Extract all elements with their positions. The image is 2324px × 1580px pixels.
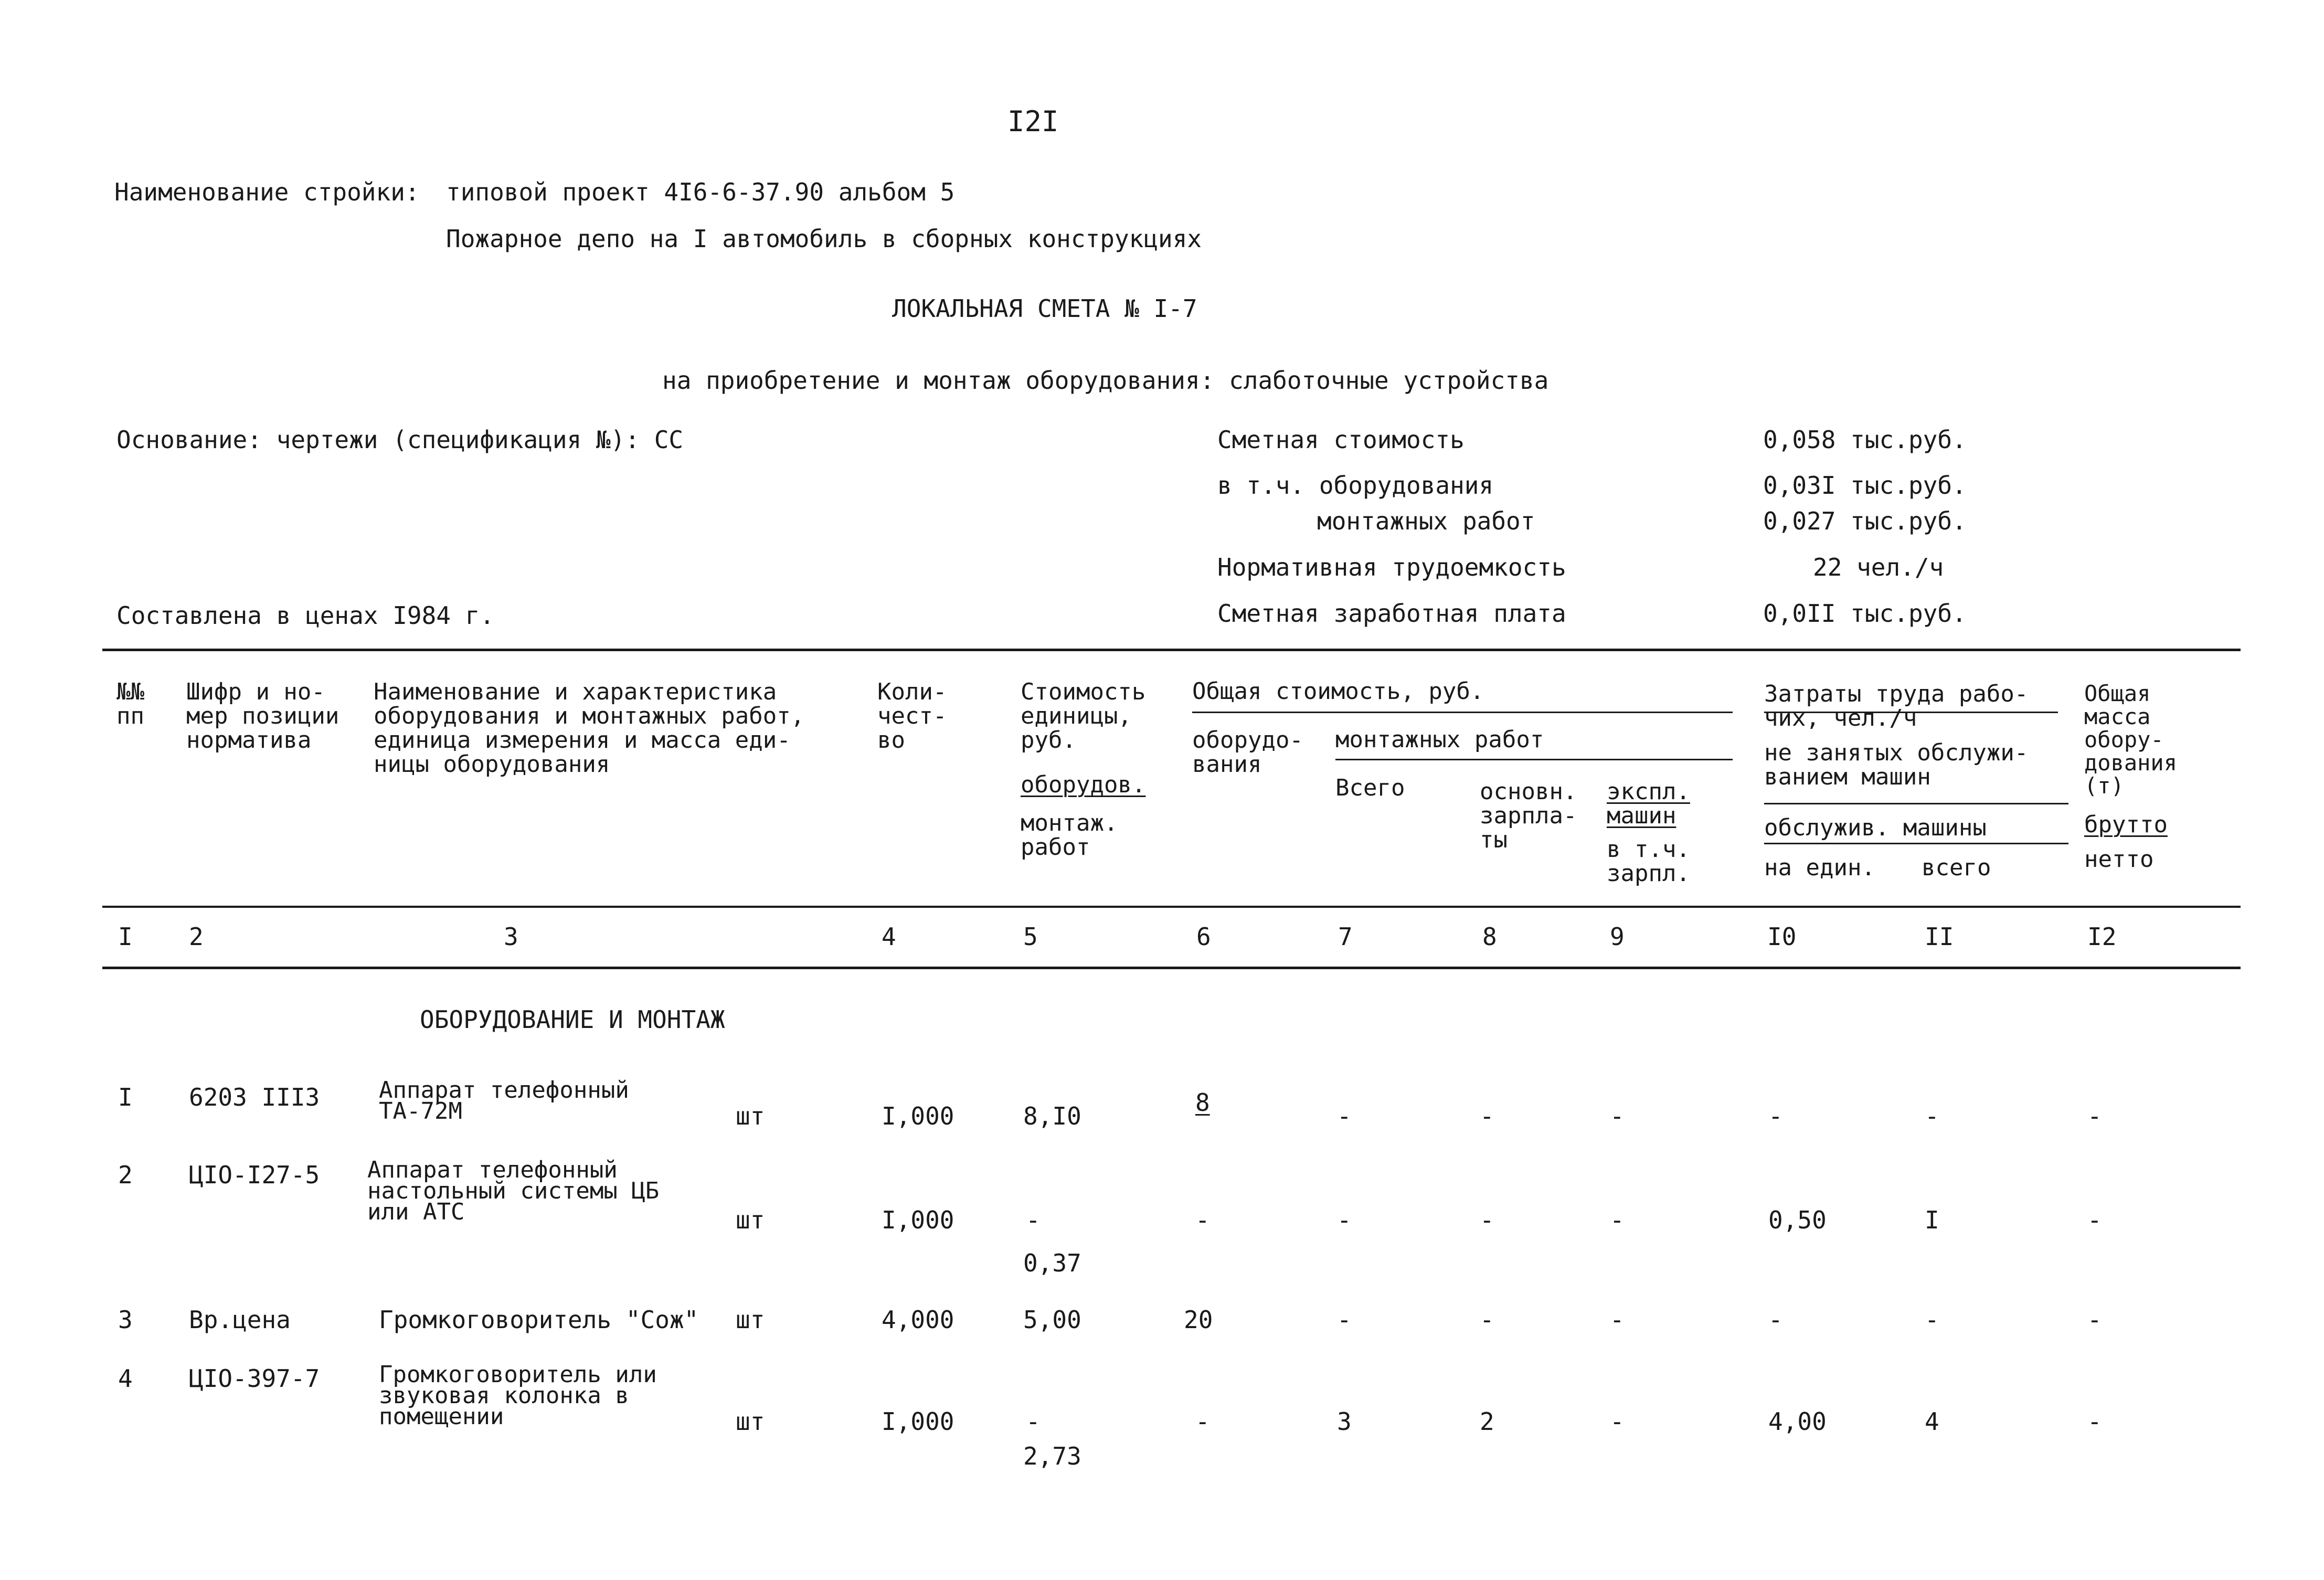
col-header-quantity: Коли- чест- во: [877, 678, 947, 754]
row-mount-total: -: [1337, 1306, 1352, 1334]
summary-value-salary: 0,0II тыс.руб.: [1763, 599, 1967, 628]
col-header-code: Шифр и но- мер позиции норматива: [186, 678, 339, 754]
summary-value-labor: 22 чел./ч: [1813, 553, 1944, 581]
row-code: ЦIO-397-7: [189, 1364, 320, 1393]
column-number: I0: [1767, 922, 1797, 951]
summary-label-equipment: в т.ч. оборудования: [1217, 471, 1494, 500]
col-header-labor-serving: обслужив. машины: [1764, 814, 1987, 841]
row-unit-cost-equipment: -: [1026, 1206, 1041, 1234]
row-unit: шт: [736, 1306, 765, 1334]
column-number: 6: [1196, 922, 1211, 951]
column-number: 7: [1338, 922, 1353, 951]
labor-serv-rule-2: [1764, 843, 2068, 844]
row-unit-cost-mount: 0,37: [1023, 1249, 1081, 1277]
row-equipment-cost: 8: [1195, 1088, 1210, 1117]
row-name: Аппарат телефонный настольный системы ЦБ или АТС: [367, 1157, 660, 1225]
row-labor-per-unit: 0,50: [1768, 1206, 1827, 1234]
row-code: Вр.цена: [189, 1306, 291, 1334]
estimate-basis: Основание: чертежи (спецификация №): СС: [116, 426, 684, 454]
header-bottom-rule: [102, 906, 2241, 908]
mount-works-rule: [1335, 759, 1733, 760]
summary-label-labor: Нормативная трудоемкость: [1217, 553, 1566, 581]
row-machines: -: [1610, 1407, 1625, 1436]
summary-value-equipment: 0,03I тыс.руб.: [1763, 471, 1967, 500]
row-labor-per-unit: -: [1768, 1306, 1783, 1334]
col-header-mount-works: монтажных работ: [1335, 726, 1544, 753]
construction-value: типовой проект 4I6-6-37.90 альбом 5: [446, 178, 955, 206]
row-equipment-cost: 20: [1184, 1306, 1213, 1334]
column-number: 8: [1482, 922, 1497, 951]
row-unit-cost-mount: 2,73: [1023, 1442, 1081, 1470]
col-header-equipment: оборудо- вания: [1192, 727, 1303, 778]
row-base-salary: -: [1480, 1206, 1494, 1234]
row-mass: -: [2087, 1407, 2102, 1436]
column-numbers-rule: [102, 967, 2241, 969]
construction-label: Наименование стройки:: [114, 178, 420, 206]
row-base-salary: 2: [1480, 1407, 1494, 1436]
row-base-salary: -: [1480, 1306, 1494, 1334]
row-unit-cost-equipment: 8,I0: [1023, 1102, 1081, 1130]
row-number: 3: [118, 1306, 133, 1334]
row-unit-cost-equipment: -: [1026, 1407, 1041, 1436]
summary-label-total: Сметная стоимость: [1217, 426, 1465, 454]
row-name: Громкоговоритель или звуковая колонка в помещении: [379, 1361, 657, 1430]
page-number: I2I: [1007, 105, 1059, 138]
row-unit: шт: [736, 1206, 765, 1234]
col-header-labor-not-serving: не занятых обслужи- ванием машин: [1764, 739, 2029, 790]
col-header-number: №№ пп: [116, 678, 144, 729]
col-header-unit-cost-equipment: оборудов.: [1021, 771, 1146, 798]
summary-label-salary: Сметная заработная плата: [1217, 599, 1566, 628]
row-number: I: [118, 1083, 133, 1111]
column-number: 4: [882, 922, 896, 951]
col-header-machines: экспл. машин: [1607, 778, 1690, 829]
labor-serv-rule: [1764, 803, 2068, 804]
row-machines: -: [1610, 1306, 1625, 1334]
row-unit-cost-equipment: 5,00: [1023, 1306, 1081, 1334]
row-labor-per-unit: 4,00: [1768, 1407, 1827, 1436]
row-code: 6203 III3: [189, 1083, 320, 1111]
row-base-salary: -: [1480, 1102, 1494, 1130]
row-labor-total: -: [1925, 1102, 1939, 1130]
row-mount-total: -: [1337, 1206, 1352, 1234]
col-header-machines-salary: в т.ч. зарпл.: [1607, 836, 1690, 887]
column-number: I: [118, 922, 133, 951]
row-unit: шт: [736, 1407, 765, 1436]
summary-value-mounting: 0,027 тыс.руб.: [1763, 507, 1967, 535]
section-title: ОБОРУДОВАНИЕ И МОНТАЖ: [420, 1005, 725, 1034]
column-number: 3: [504, 922, 518, 951]
row-number: 2: [118, 1161, 133, 1189]
row-code: ЦIO-I27-5: [189, 1161, 320, 1189]
row-quantity: I,000: [882, 1102, 954, 1130]
row-equipment-cost: -: [1195, 1407, 1210, 1436]
col-header-name: Наименование и характеристика оборудования и монтажных работ, единица измерения и масса еди- ницы оборудования: [374, 678, 805, 778]
col-header-unit-cost: Стоимость единицы, руб.: [1021, 678, 1146, 754]
row-name: Аппарат телефонный ТА-72М: [379, 1077, 629, 1125]
row-number: 4: [118, 1364, 133, 1393]
row-unit: шт: [736, 1102, 765, 1130]
row-labor-total: -: [1925, 1306, 1939, 1334]
estimate-purpose: на приобретение и монтаж оборудования: слаботочные устройства: [662, 366, 1549, 395]
row-labor-per-unit: -: [1768, 1102, 1783, 1130]
row-mass: -: [2087, 1306, 2102, 1334]
row-mass: -: [2087, 1102, 2102, 1130]
column-number: 5: [1023, 922, 1038, 951]
total-cost-rule: [1192, 712, 1733, 713]
row-machines: -: [1610, 1102, 1625, 1130]
row-quantity: I,000: [882, 1206, 954, 1234]
summary-value-total: 0,058 тыс.руб.: [1763, 426, 1967, 454]
row-quantity: 4,000: [882, 1306, 954, 1334]
col-header-unit-cost-mount: монтаж. работ: [1021, 810, 1118, 861]
construction-line2: Пожарное депо на I автомобиль в сборных конструкциях: [446, 225, 1202, 253]
col-header-mass-netto: нетто: [2084, 846, 2154, 873]
column-number: 9: [1610, 922, 1625, 951]
row-equipment-cost: -: [1195, 1206, 1210, 1234]
row-mount-total: -: [1337, 1102, 1352, 1130]
row-machines: -: [1610, 1206, 1625, 1234]
estimate-prices: Составлена в ценах I984 г.: [116, 601, 495, 630]
row-labor-total: I: [1925, 1206, 1939, 1234]
summary-label-mounting: монтажных работ: [1317, 507, 1535, 535]
table-top-rule: [102, 649, 2241, 651]
row-name: Громкоговоритель "Сож": [379, 1306, 699, 1334]
row-mount-total: 3: [1337, 1407, 1352, 1436]
col-header-mass: Общая масса обору- дования (т): [2084, 681, 2178, 799]
col-header-per-unit: на един.: [1764, 854, 1875, 881]
col-header-base-salary: основн. зарпла- ты: [1480, 778, 1577, 853]
estimate-title: ЛОКАЛЬНАЯ СМЕТА № I-7: [892, 294, 1197, 323]
column-number: 2: [189, 922, 204, 951]
row-labor-total: 4: [1925, 1407, 1939, 1436]
row-quantity: I,000: [882, 1407, 954, 1436]
col-header-total: всего: [1922, 854, 1991, 881]
col-header-total-cost: Общая стоимость, руб.: [1192, 678, 1484, 705]
col-header-mass-brutto: брутто: [2084, 811, 2168, 838]
col-header-mount-total: Всего: [1335, 775, 1405, 801]
column-number: I2: [2087, 922, 2117, 951]
column-number: II: [1925, 922, 1954, 951]
col-header-labor: Затраты труда рабо- чих, чел./ч: [1764, 681, 2029, 731]
row-mass: -: [2087, 1206, 2102, 1234]
